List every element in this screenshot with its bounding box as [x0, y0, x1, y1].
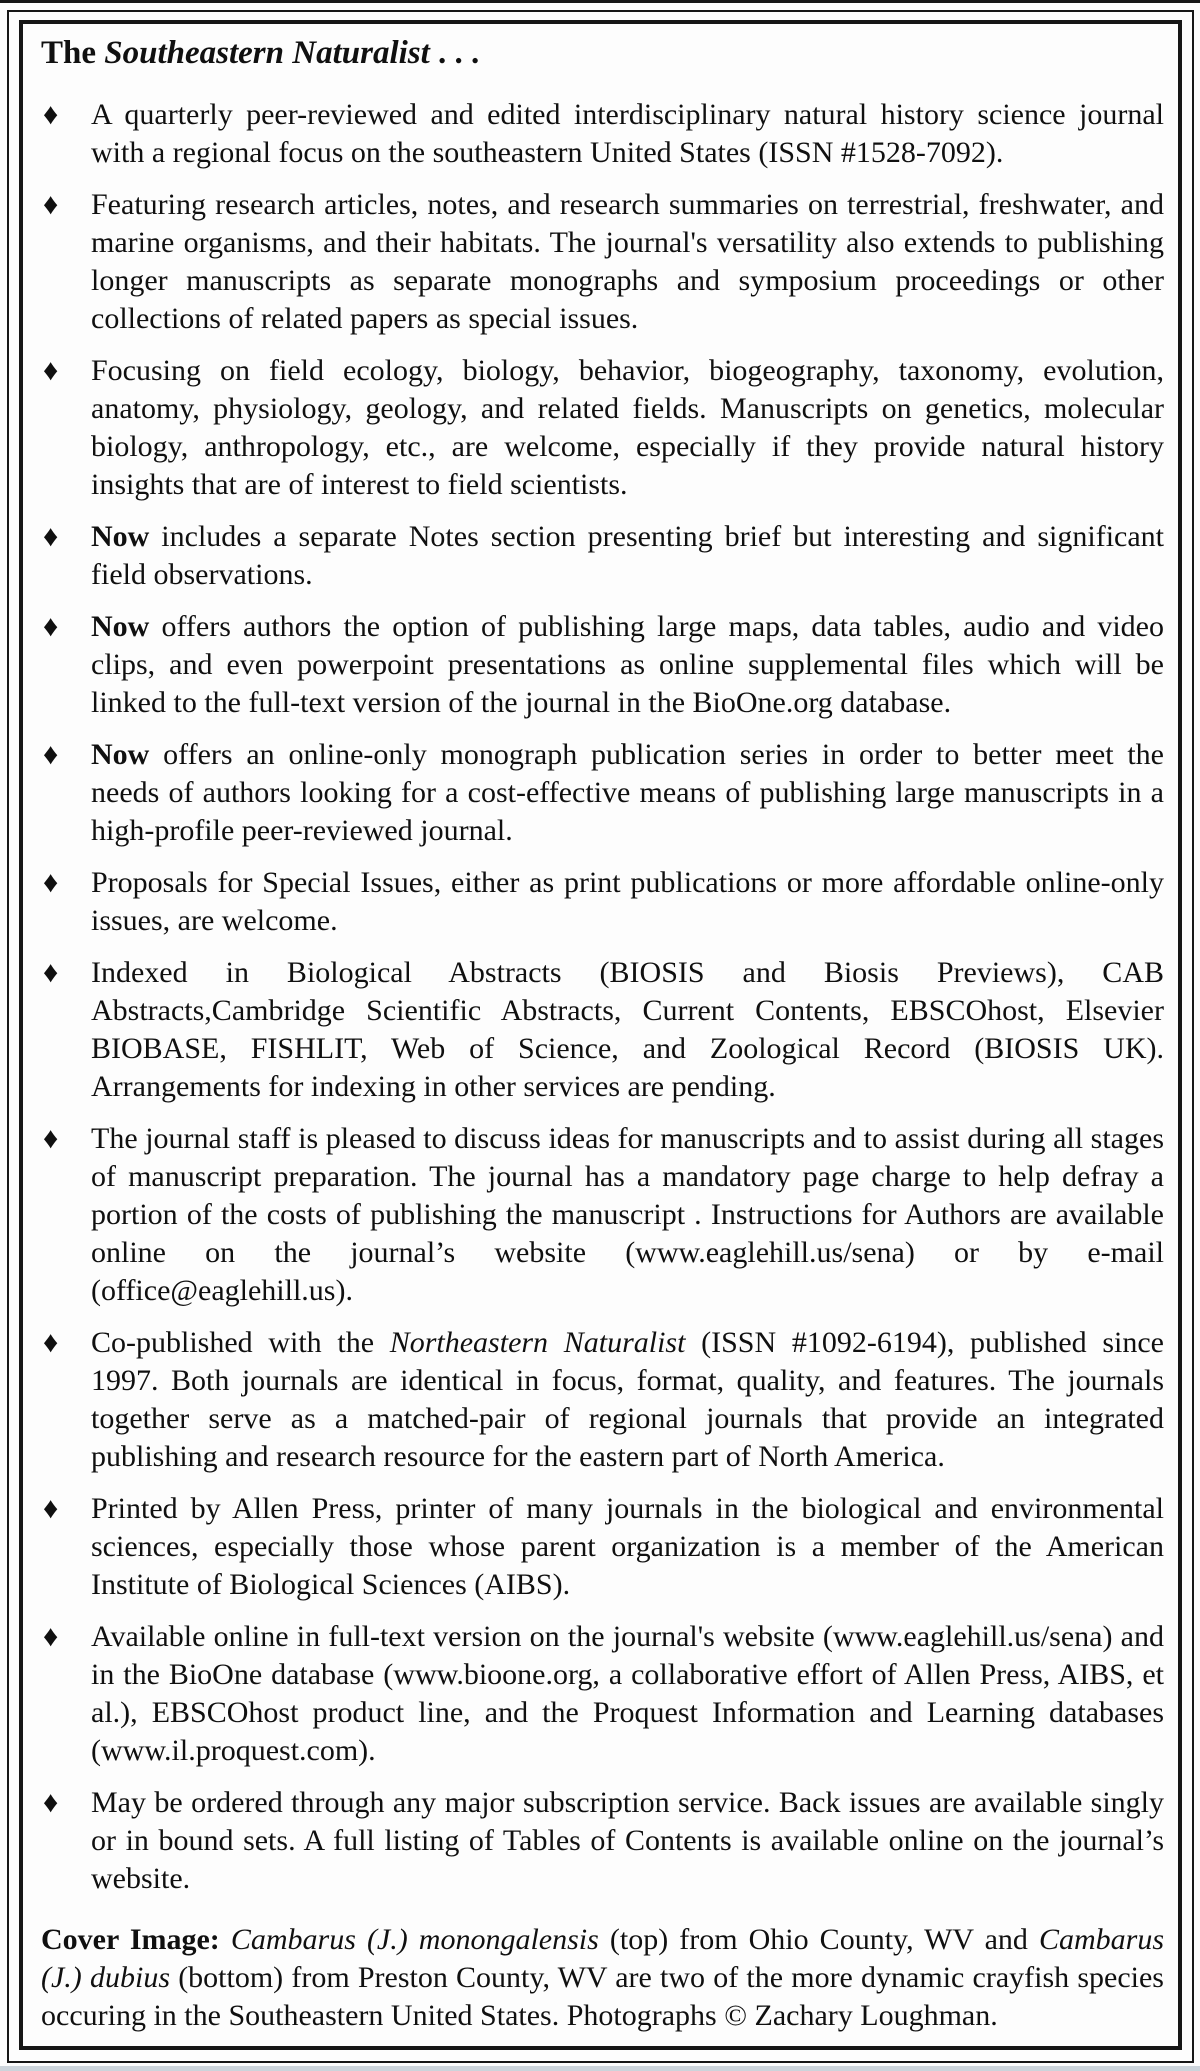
bullet-text [91, 98, 1164, 169]
text-run: The [41, 35, 105, 71]
bullet-item-notes-section [41, 518, 1164, 594]
bullet-text [91, 1492, 1164, 1601]
bullet-text [91, 188, 1164, 335]
diamond-bullet-icon: ♦ [43, 610, 59, 643]
text-run: Indexed in Biological Abstracts (BIOSIS and Biosis Previews), CAB Abstracts,Cambridge Scientific Abstracts, Current Contents, EBSCOhost, Elsevier BIOBASE, FISHLIT, Web of Science, and Zoological Record (BIOSIS UK). Arrangements for indexing in other services are pending. [91, 956, 1164, 1103]
text-run: Co-published with the [91, 1326, 390, 1359]
text-run: (ISSN #1092-6194), published since 1997. Both journals are identical in focus, format, quality, and features. The journals together serve as a matched-pair of regional journals that provide an integrated publishing and research resource for the eastern part of North America. [91, 1326, 1164, 1473]
text-run: (top) from Ohio County, WV and [598, 1923, 1039, 1956]
bullet-item-supplemental-files [41, 608, 1164, 722]
bullet-item-special-issues [41, 864, 1164, 940]
text-run: . . . [429, 35, 480, 71]
text-run: The journal staff is pleased to discuss ideas for manuscripts and to assist during all stages of manuscript preparation. The journal has a mandatory page charge to help defray a portion of the costs of publishing the manuscript . Instructions for Authors are available online on the journal’s website (www.eaglehill.us/sena) or by e-mail (office@eaglehill.us). [91, 1122, 1164, 1307]
page-bottom-edge-strip [0, 2066, 1200, 2071]
bullet-text [91, 520, 1164, 591]
bullet-item-online-availability [41, 1618, 1164, 1770]
text-run: includes a separate Notes section presenting brief but interesting and significant field observations. [91, 520, 1164, 591]
diamond-bullet-icon: ♦ [43, 188, 59, 221]
text-run: Proposals for Special Issues, either as print publications or more affordable online-only issues, are welcome. [91, 866, 1164, 937]
text-run: Cover Image: [41, 1923, 231, 1956]
bullet-text [91, 1620, 1164, 1767]
bullet-item-online-monographs [41, 736, 1164, 850]
text-run: Southeastern Naturalist [104, 35, 430, 71]
bullet-text [91, 1122, 1164, 1307]
text-run: Cambarus (J.) dubius [41, 1923, 1165, 1994]
bullet-item-indexing [41, 954, 1164, 1106]
bullet-text [91, 610, 1164, 719]
text-run: A quarterly peer-reviewed and edited interdisciplinary natural history science journal with a regional focus on the southeastern United States (ISSN #1528-7092). [91, 98, 1164, 169]
bullet-item-focus-fields [41, 352, 1164, 504]
cover-image-caption [41, 1921, 1164, 2035]
outer-border-frame [7, 10, 1194, 2063]
page-title [41, 32, 1164, 74]
diamond-bullet-icon: ♦ [43, 520, 59, 553]
text-run: Cambarus (J.) monongalensis [230, 1923, 599, 1956]
text-run: Now [91, 610, 150, 643]
text-run: Available online in full-text version on the journal's website (www.eaglehill.us/sena) and in the BioOne database (www.bioone.org, a collaborative effort of Allen Press, AIBS, et al.), EBSCOhost product line, and the Proquest Information and Learning databases (www.il.proquest.com). [91, 1620, 1164, 1767]
bullet-item-featuring-research [41, 186, 1164, 338]
text-run: Now [91, 520, 150, 553]
bullet-item-printer [41, 1490, 1164, 1604]
diamond-bullet-icon: ♦ [43, 956, 59, 989]
diamond-bullet-icon: ♦ [43, 1326, 59, 1359]
text-run: (bottom) from Preston County, WV are two of the more dynamic crayfish species occuring in the Southeastern United States. Photographs © Zachary Loughman. [41, 1961, 1164, 2032]
text-run: offers authors the option of publishing large maps, data tables, audio and video clips, and even powerpoint presentations as online supplemental files which will be linked to the full-text version of the journal in the BioOne.org database. [91, 610, 1164, 719]
diamond-bullet-icon: ♦ [43, 738, 59, 771]
text-run: Focusing on field ecology, biology, behavior, biogeography, taxonomy, evolution, anatomy, physiology, geology, and related fields. Manuscripts on genetics, molecular biology, anthropology, etc., are welcome, especially if they provide natural history insights that are of interest to field scientists. [91, 354, 1164, 501]
text-run: offers an online-only monograph publication series in order to better meet the needs of authors looking for a cost-effective means of publishing large manuscripts in a high-profile peer-reviewed journal. [91, 738, 1164, 847]
diamond-bullet-icon: ♦ [43, 1492, 59, 1525]
text-run: Now [91, 738, 150, 771]
inner-border-frame [19, 20, 1182, 2050]
bullet-item-copublished [41, 1324, 1164, 1476]
bullet-text [91, 1326, 1164, 1473]
text-run: May be ordered through any major subscription service. Back issues are available singly or in bound sets. A full listing of Tables of Contents is available online on the journal’s website. [91, 1786, 1164, 1895]
diamond-bullet-icon: ♦ [43, 1122, 59, 1155]
bullet-item-quarterly-journal [41, 96, 1164, 172]
journal-feature-list [41, 96, 1164, 1898]
text-run: Printed by Allen Press, printer of many journals in the biological and environmental sciences, especially those whose parent organization is a member of the American Institute of Biological Sciences (AIBS). [91, 1492, 1164, 1601]
page-top-edge-line [0, 0, 1200, 3]
bullet-text [91, 354, 1164, 501]
bullet-text [91, 1786, 1164, 1895]
bullet-text [91, 956, 1164, 1103]
bullet-text [91, 866, 1164, 937]
bullet-item-staff-assistance [41, 1120, 1164, 1310]
diamond-bullet-icon: ♦ [43, 1786, 59, 1819]
text-run: Northeastern Naturalist [389, 1326, 686, 1359]
diamond-bullet-icon: ♦ [43, 1620, 59, 1653]
diamond-bullet-icon: ♦ [43, 354, 59, 387]
diamond-bullet-icon: ♦ [43, 98, 59, 131]
diamond-bullet-icon: ♦ [43, 866, 59, 899]
text-run: Featuring research articles, notes, and research summaries on terrestrial, freshwater, and marine organisms, and their habitats. The journal's versatility also extends to publishing longer manuscripts as separate monographs and symposium proceedings or other collections of related papers as special issues. [91, 188, 1164, 335]
bullet-item-subscriptions [41, 1784, 1164, 1898]
bullet-text [91, 738, 1164, 847]
